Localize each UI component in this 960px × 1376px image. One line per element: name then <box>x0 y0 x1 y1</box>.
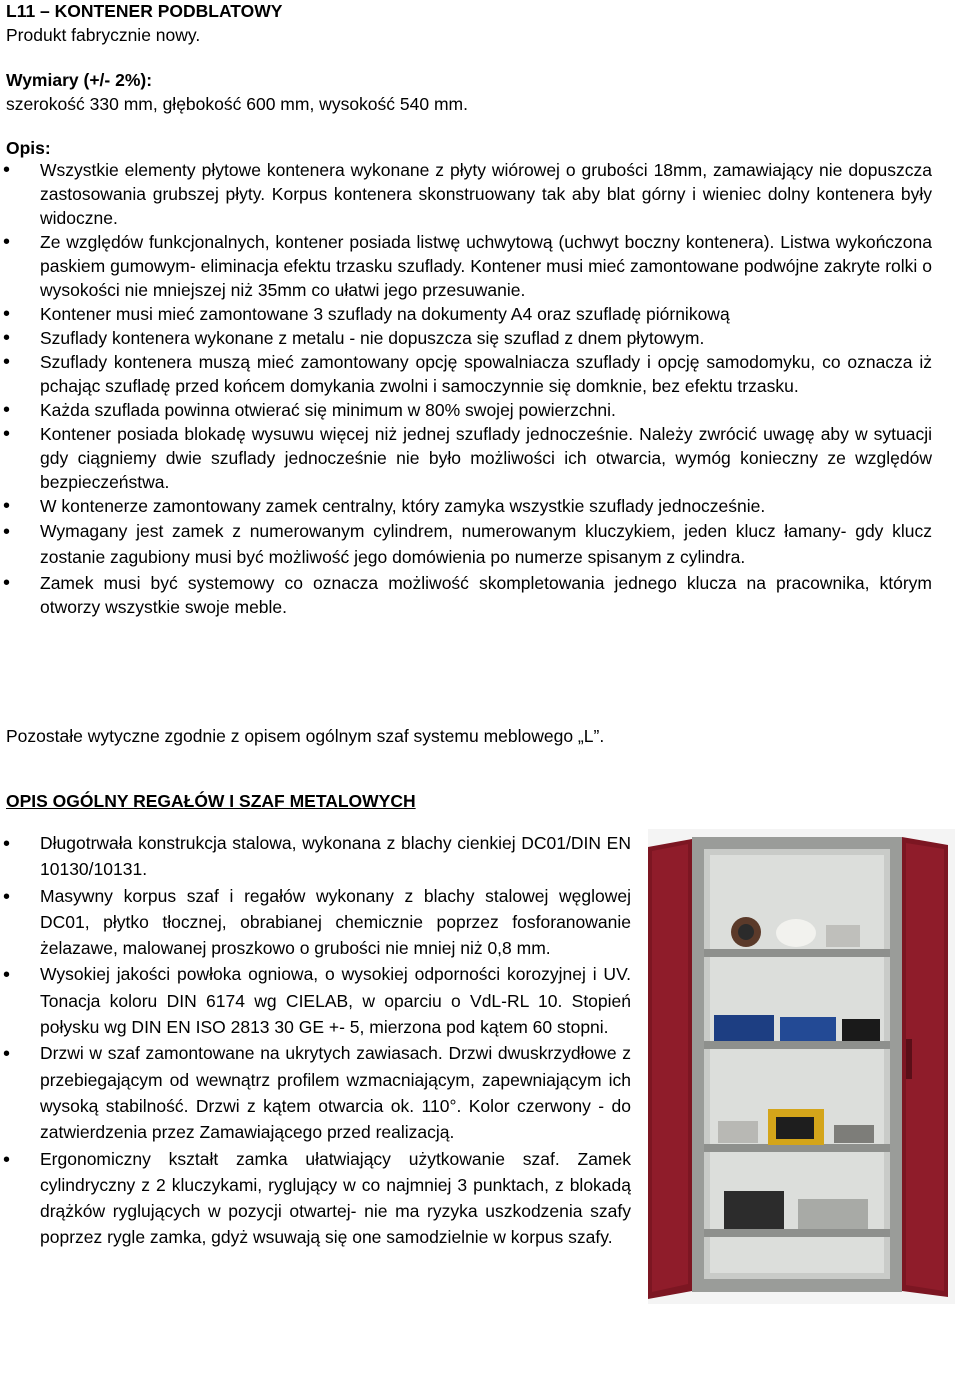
list-item: • Szuflady kontenera muszą mieć zamontowany opcję spowalniacza szuflady i opcję samodomyku, co oznacza iż pchając szufladę przed końcem domykania zwolni i samoczynnie się domknie, bez efektu trzasku. <box>0 350 932 398</box>
section-heading: OPIS OGÓLNY REGAŁÓW I SZAF METALOWYCH <box>6 791 416 811</box>
list-item: • Kontener musi mieć zamontowane 3 szuflady na dokumenty A4 oraz szufladę piórnikową <box>0 302 932 326</box>
list-item: • Wysokiej jakości powłoka ogniowa, o wysokiej odporności korozyjnej i UV. Tonacja koloru DIN 6174 wg CIELAB, w oparciu o VdL-RL 10. Stopień połysku wg DIN EN ISO 2813 30 GE +- 5, mierzona pod kątem 60 stopni. <box>0 961 631 1040</box>
list-item: • Drzwi w szaf zamontowane na ukrytych zawiasach. Drzwi dwuskrzydłowe z przebiegającym od wewnątrz profilem wzmacniającym, zapewniającym ich wysoką stabilność. Drzwi z kątem otwarcia ok. 110°. Kolor czerwony - do zatwierdzenia przez Zamawiającego przed realizacją. <box>0 1040 631 1145</box>
list-item: • Wszystkie elementy płytowe kontenera wykonane z płyty wiórowej o grubości 18mm, zamawiający nie dopuszcza zastosowania grubszej płyty. Korpus kontenera skonstruowany tak aby blat górny i wieniec dolny kontenera były widoczne. <box>0 158 932 230</box>
cabinet-spec-list <box>0 830 631 1251</box>
page-title: L11 – KONTENER PODBLATOWY <box>6 1 283 21</box>
dimensions-text: szerokość 330 mm, głębokość 600 mm, wysokość 540 mm. <box>6 94 468 114</box>
list-item: • Szuflady kontenera wykonane z metalu - nie dopuszcza się szuflad z dnem płytowym. <box>0 326 932 350</box>
list-item: • Masywny korpus szaf i regałów wykonany z blachy stalowej węglowej DC01, płytko tłocznej, obrabianej chemicznie poprzez fosforanowanie żelazawe, malowanej proszkowo o grubości nie mniej niż 0,8 mm. <box>0 883 631 962</box>
list-item: • W kontenerze zamontowany zamek centralny, który zamyka wszystkie szuflady jednocześnie. <box>0 494 932 518</box>
description-heading: Opis: <box>6 138 51 158</box>
list-item: • Kontener posiada blokadę wysuwu więcej niż jednej szuflady jednocześnie. Należy zwrócić uwagę aby w sytuacji gdy ciągniemy dwie szuflady jednocześnie nie było możliwości ich otwarcia, wymóg konieczny ze względów bezpieczeństwa. <box>0 422 932 494</box>
list-item: • Zamek musi być systemowy co oznacza możliwość skompletowania jednego klucza na pracownika, którym otworzy wszystkie swoje meble. <box>0 571 932 619</box>
container-spec-list <box>0 158 932 619</box>
list-item: • Długotrwała konstrukcja stalowa, wykonana z blachy cienkiej DC01/DIN EN 10130/10131. <box>0 830 631 883</box>
list-item: • Wymagany jest zamek z numerowanym cylindrem, numerowanym kluczykiem, jeden klucz łamany- gdy klucz zostanie zagubiony musi być możliwość jego domówienia po numerze spisanym z cylindra. <box>0 518 932 571</box>
footer-note: Pozostałe wytyczne zgodnie z opisem ogólnym szaf systemu meblowego „L”. <box>6 726 605 746</box>
list-item: • Ergonomiczny kształt zamka ułatwiający użytkowanie szaf. Zamek cylindryczny z 2 kluczykami, ryglujący w co najmniej 3 punktach, z blokadą drążków ryglujących w pozycji otwartej- nie ma ryzyka uszkodzenia szafy poprzez rygle zamka, gdyż wsuwają się one samodzielnie w korpus szafy. <box>0 1146 631 1251</box>
list-item: • Ze względów funkcjonalnych, kontener posiada listwę uchwytową (uchwyt boczny kontenera). Listwa wykończona paskiem gumowym- eliminacja efektu trzasku szuflady. Kontener musi mieć zamontowane podwójne zakryte rolki o wysokości nie mniejszej niż 35mm co ułatwi jego przesuwanie. <box>0 230 932 302</box>
cabinet-photo <box>648 829 955 1304</box>
product-note: Produkt fabrycznie nowy. <box>6 25 201 45</box>
dimensions-heading: Wymiary (+/- 2%): <box>6 70 153 90</box>
list-item: • Każda szuflada powinna otwierać się minimum w 80% swojej powierzchni. <box>0 398 932 422</box>
